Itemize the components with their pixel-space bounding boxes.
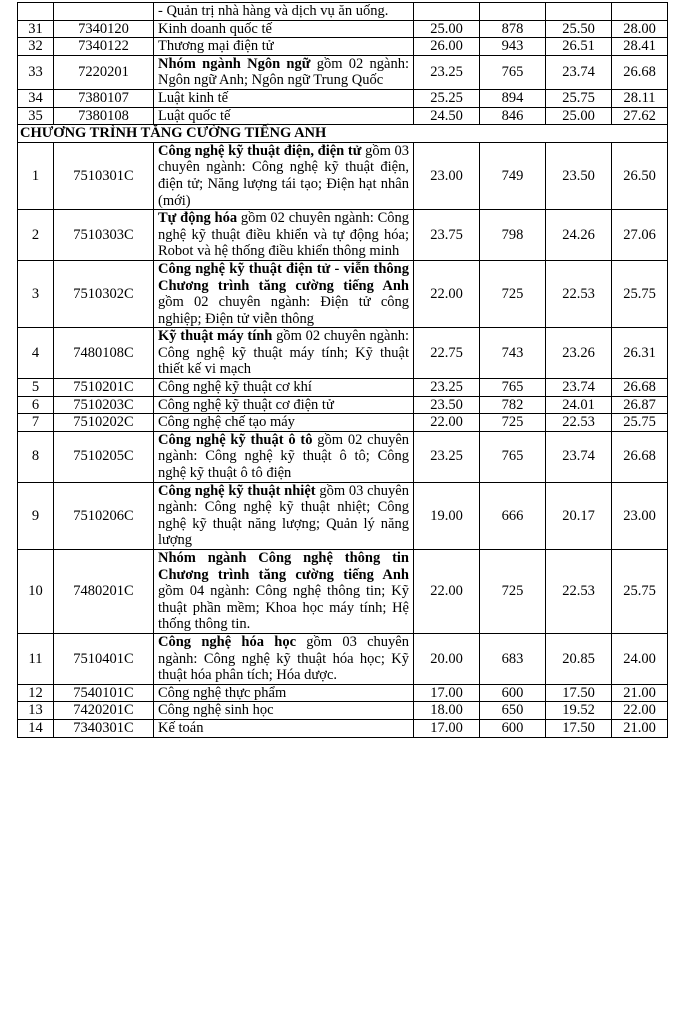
table-row <box>18 210 668 261</box>
program-name-text: gồm 04 ngành: Công nghệ thông tin; Kỹ thuật phần mềm; Khoa học máy tính; Hệ thống thông tin. <box>158 583 409 633</box>
table-row <box>18 55 668 89</box>
section-title: CHƯƠNG TRÌNH TĂNG CƯỜNG TIẾNG ANH <box>18 125 668 143</box>
score-col-1: 22.00 <box>414 260 480 327</box>
score-col-2: 846 <box>480 107 546 125</box>
score-col-1: 23.25 <box>414 379 480 397</box>
score-col-3: 23.74 <box>546 379 612 397</box>
score-col-4: 21.00 <box>612 684 668 702</box>
table-row <box>18 328 668 379</box>
score-col-1: 23.00 <box>414 142 480 209</box>
program-name-bold: Công nghệ kỹ thuật điện tử - viễn thông Chương trình tăng cường tiếng Anh <box>158 260 409 294</box>
program-code: 7480108C <box>54 328 154 379</box>
score-col-4: 27.62 <box>612 107 668 125</box>
program-name <box>154 210 414 261</box>
program-name-text: Công nghệ sinh học <box>158 702 274 719</box>
program-code: 7510303C <box>54 210 154 261</box>
score-col-2: 765 <box>480 379 546 397</box>
row-number: 34 <box>18 89 54 107</box>
program-name <box>154 633 414 684</box>
score-col-2: 725 <box>480 260 546 327</box>
program-name-text: gồm 03 chuyên ngành: Công nghệ kỹ thuật hóa học; Kỹ thuật hóa phân tích; Hóa dược. <box>158 633 409 684</box>
program-name-text: Luật quốc tế <box>158 107 231 124</box>
score-col-2: 600 <box>480 719 546 737</box>
row-number: 7 <box>18 414 54 432</box>
score-col-1: 25.00 <box>414 20 480 38</box>
program-code: 7380107 <box>54 89 154 107</box>
score-col-3: 25.75 <box>546 89 612 107</box>
score-col-2: 725 <box>480 550 546 634</box>
score-col-4: 23.00 <box>612 482 668 549</box>
score-col-3: 23.74 <box>546 55 612 89</box>
score-col-2: 600 <box>480 684 546 702</box>
row-number: 4 <box>18 328 54 379</box>
row-number: 10 <box>18 550 54 634</box>
table-row <box>18 260 668 327</box>
row-number <box>18 3 54 21</box>
row-number: 2 <box>18 210 54 261</box>
program-name <box>154 107 414 125</box>
table-body-top <box>18 3 668 125</box>
program-name-text: gồm 03 chuyên ngành: Công nghệ kỹ thuật nhiệt; Công nghệ kỹ thuật năng lượng; Quản lý năng lượng <box>158 482 409 549</box>
program-code: 7510401C <box>54 633 154 684</box>
score-col-3: 25.00 <box>546 107 612 125</box>
program-name <box>154 379 414 397</box>
program-name-text: Công nghệ chế tạo máy <box>158 414 295 431</box>
program-name-text: Thương mại điện tử <box>158 38 274 55</box>
row-number: 6 <box>18 396 54 414</box>
program-name-bold: Kỹ thuật máy tính <box>158 328 273 345</box>
score-col-4: 26.31 <box>612 328 668 379</box>
score-col-1: 23.25 <box>414 431 480 482</box>
program-name-text: gồm 02 ngành: Ngôn ngữ Anh; Ngôn ngữ Trung Quốc <box>158 55 410 89</box>
score-col-4: 28.00 <box>612 20 668 38</box>
score-col-4: 28.11 <box>612 89 668 107</box>
row-number: 12 <box>18 684 54 702</box>
program-code: 7340301C <box>54 719 154 737</box>
score-col-1: 24.50 <box>414 107 480 125</box>
score-col-1: 17.00 <box>414 719 480 737</box>
score-col-2: 765 <box>480 55 546 89</box>
score-col-1: 23.25 <box>414 55 480 89</box>
program-name-text: gồm 02 chuyên ngành: Công nghệ kỹ thuật điều khiển và tự động hóa; Robot và hệ thống điều khiển thông minh <box>158 210 409 260</box>
score-col-2: 894 <box>480 89 546 107</box>
table-row <box>18 20 668 38</box>
score-col-2: 878 <box>480 20 546 38</box>
score-col-4: 24.00 <box>612 633 668 684</box>
program-name <box>154 396 414 414</box>
program-code: 7510205C <box>54 431 154 482</box>
score-col-2: 749 <box>480 142 546 209</box>
score-col-1: 19.00 <box>414 482 480 549</box>
program-name <box>154 38 414 56</box>
table-row <box>18 633 668 684</box>
program-name-text: Luật kinh tế <box>158 89 229 106</box>
program-code <box>54 3 154 21</box>
table-row <box>18 431 668 482</box>
score-col-1: 23.50 <box>414 396 480 414</box>
program-name-bold: Nhóm ngành Ngôn ngữ <box>158 55 311 72</box>
program-name-text: gồm 02 chuyên ngành: Công nghệ kỹ thuật máy tính; Kỹ thuật thiết kế vi mạch <box>158 328 409 378</box>
table-row <box>18 719 668 737</box>
program-code: 7510301C <box>54 142 154 209</box>
program-name <box>154 431 414 482</box>
score-col-3: 17.50 <box>546 719 612 737</box>
table-row <box>18 414 668 432</box>
program-name-bold: Công nghệ kỹ thuật nhiệt <box>158 482 316 499</box>
score-col-4: 26.68 <box>612 431 668 482</box>
score-col-2: 666 <box>480 482 546 549</box>
program-name-text: Công nghệ kỹ thuật cơ khí <box>158 379 312 396</box>
table-row <box>18 702 668 720</box>
program-name-text: - Quản trị nhà hàng và dịch vụ ăn uống. <box>158 3 389 19</box>
score-col-1: 25.25 <box>414 89 480 107</box>
program-name <box>154 260 414 327</box>
table-section <box>18 125 668 143</box>
program-name <box>154 142 414 209</box>
score-col-1: 23.75 <box>414 210 480 261</box>
score-col-3: 24.01 <box>546 396 612 414</box>
row-number: 8 <box>18 431 54 482</box>
score-col-4: 28.41 <box>612 38 668 56</box>
score-col-4 <box>612 3 668 21</box>
score-col-3: 20.85 <box>546 633 612 684</box>
program-code: 7220201 <box>54 55 154 89</box>
program-name-bold: Công nghệ kỹ thuật ô tô <box>158 431 313 448</box>
program-name-text: gồm 02 chuyên ngành: Điện tử công nghiệp; Điện tử viễn thông <box>158 294 409 327</box>
section-row <box>18 125 668 143</box>
program-name <box>154 3 414 21</box>
score-col-3: 20.17 <box>546 482 612 549</box>
row-number: 35 <box>18 107 54 125</box>
row-number: 5 <box>18 379 54 397</box>
program-name-bold: Công nghệ kỹ thuật điện, điện tử <box>158 142 362 159</box>
table-row <box>18 89 668 107</box>
program-name-bold: Nhóm ngành Công nghệ thông tin Chương trình tăng cường tiếng Anh <box>158 550 409 583</box>
row-number: 31 <box>18 20 54 38</box>
program-name <box>154 719 414 737</box>
score-col-3: 23.74 <box>546 431 612 482</box>
score-col-3: 23.50 <box>546 142 612 209</box>
program-code: 7510203C <box>54 396 154 414</box>
program-name <box>154 55 414 89</box>
row-number: 9 <box>18 482 54 549</box>
program-name-text: gồm 02 chuyên ngành: Công nghệ kỹ thuật ô tô; Công nghệ kỹ thuật ô tô điện <box>158 431 410 482</box>
score-col-4: 26.68 <box>612 379 668 397</box>
score-col-2: 725 <box>480 414 546 432</box>
score-col-3: 24.26 <box>546 210 612 261</box>
row-number: 14 <box>18 719 54 737</box>
program-name-bold: Công nghệ hóa học <box>158 633 296 650</box>
score-col-3: 17.50 <box>546 684 612 702</box>
program-name-text: gồm 03 chuyên ngành: Công nghệ kỹ thuật điện, điện tử; Năng lượng tái tạo; Điện hạt nhân (mới) <box>158 142 409 209</box>
score-col-3: 22.53 <box>546 260 612 327</box>
score-col-4: 22.00 <box>612 702 668 720</box>
program-name-bold: Tự động hóa <box>158 210 238 227</box>
score-col-1: 20.00 <box>414 633 480 684</box>
score-col-1: 22.75 <box>414 328 480 379</box>
score-col-4: 26.68 <box>612 55 668 89</box>
program-name <box>154 328 414 379</box>
row-number: 3 <box>18 260 54 327</box>
table-row <box>18 379 668 397</box>
program-name-text: Công nghệ kỹ thuật cơ điện tử <box>158 396 334 413</box>
table-row <box>18 482 668 549</box>
row-number: 11 <box>18 633 54 684</box>
score-col-3: 19.52 <box>546 702 612 720</box>
program-name-text: Kế toán <box>158 719 204 736</box>
score-col-3: 25.50 <box>546 20 612 38</box>
program-code: 7510201C <box>54 379 154 397</box>
program-code: 7510206C <box>54 482 154 549</box>
score-col-1 <box>414 3 480 21</box>
score-col-4: 26.50 <box>612 142 668 209</box>
score-col-2: 943 <box>480 38 546 56</box>
row-number: 32 <box>18 38 54 56</box>
score-col-3 <box>546 3 612 21</box>
table-row <box>18 107 668 125</box>
score-col-3: 23.26 <box>546 328 612 379</box>
program-name <box>154 482 414 549</box>
score-col-4: 27.06 <box>612 210 668 261</box>
score-col-1: 22.00 <box>414 550 480 634</box>
admission-score-table <box>17 2 668 738</box>
score-col-1: 17.00 <box>414 684 480 702</box>
row-number: 13 <box>18 702 54 720</box>
row-number: 33 <box>18 55 54 89</box>
program-code: 7510202C <box>54 414 154 432</box>
score-col-3: 22.53 <box>546 550 612 634</box>
table-row <box>18 38 668 56</box>
score-col-1: 18.00 <box>414 702 480 720</box>
table-row <box>18 396 668 414</box>
score-col-2: 798 <box>480 210 546 261</box>
program-code: 7480201C <box>54 550 154 634</box>
score-col-3: 26.51 <box>546 38 612 56</box>
table-body-bottom <box>18 142 668 737</box>
program-name <box>154 89 414 107</box>
program-name <box>154 20 414 38</box>
program-code: 7540101C <box>54 684 154 702</box>
program-code: 7510302C <box>54 260 154 327</box>
score-col-2 <box>480 3 546 21</box>
score-col-2: 782 <box>480 396 546 414</box>
score-col-4: 26.87 <box>612 396 668 414</box>
score-col-4: 25.75 <box>612 550 668 634</box>
program-name-text: Công nghệ thực phẩm <box>158 684 287 701</box>
table-row <box>18 550 668 634</box>
score-col-1: 26.00 <box>414 38 480 56</box>
table-row <box>18 142 668 209</box>
program-name <box>154 684 414 702</box>
score-col-4: 21.00 <box>612 719 668 737</box>
score-col-2: 683 <box>480 633 546 684</box>
table-row <box>18 684 668 702</box>
score-col-2: 765 <box>480 431 546 482</box>
program-code: 7340120 <box>54 20 154 38</box>
score-col-2: 650 <box>480 702 546 720</box>
score-col-4: 25.75 <box>612 260 668 327</box>
program-code: 7420201C <box>54 702 154 720</box>
score-col-3: 22.53 <box>546 414 612 432</box>
row-number: 1 <box>18 142 54 209</box>
program-code: 7380108 <box>54 107 154 125</box>
admission-score-document <box>17 2 667 738</box>
program-name <box>154 550 414 634</box>
score-col-2: 743 <box>480 328 546 379</box>
score-col-1: 22.00 <box>414 414 480 432</box>
program-name <box>154 702 414 720</box>
program-code: 7340122 <box>54 38 154 56</box>
program-name <box>154 414 414 432</box>
program-name-text: Kinh doanh quốc tế <box>158 20 272 37</box>
table-row <box>18 3 668 21</box>
score-col-4: 25.75 <box>612 414 668 432</box>
